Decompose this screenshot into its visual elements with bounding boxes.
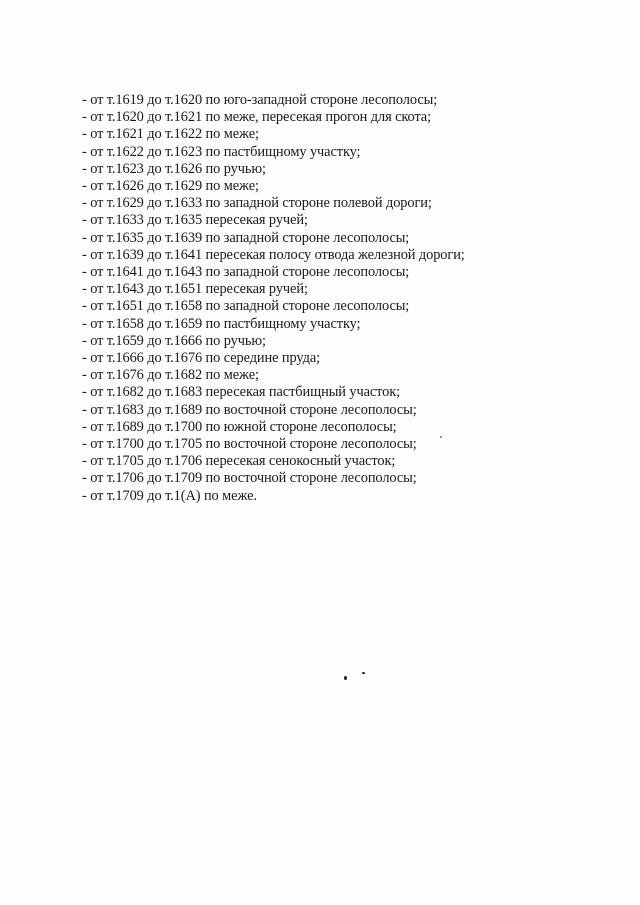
list-item: - от т.1689 до т.1700 по южной стороне лесополосы; <box>82 418 397 435</box>
list-item: - от т.1623 до т.1626 по ручью; <box>82 160 266 177</box>
list-item: - от т.1633 до т.1635 пересекая ручей; <box>82 212 308 229</box>
list-item: - от т.1629 до т.1633 по западной стороне полевой дороги; <box>82 195 432 212</box>
list-item: - от т.1639 до т.1641 пересекая полосу отвода железной дороги; <box>82 246 465 263</box>
scan-speck <box>344 676 347 680</box>
list-item: - от т.1666 до т.1676 по середине пруда; <box>82 350 321 367</box>
list-item: - от т.1700 до т.1705 по восточной стороне лесополосы; <box>82 436 417 453</box>
boundary-segment-list <box>82 92 622 505</box>
list-item: - от т.1658 до т.1659 по пастбищному участку; <box>82 315 361 332</box>
list-item: - от т.1622 до т.1623 по пастбищному участку; <box>82 143 361 160</box>
list-item: - от т.1683 до т.1689 по восточной стороне лесополосы; <box>82 401 417 418</box>
list-item: - от т.1705 до т.1706 пересекая сенокосный участок; <box>82 453 396 470</box>
list-item: - от т.1643 до т.1651 пересекая ручей; <box>82 281 308 298</box>
list-item: - от т.1626 до т.1629 по меже; <box>82 178 259 195</box>
list-item: - от т.1659 до т.1666 по ручью; <box>82 332 266 349</box>
list-item: - от т.1641 до т.1643 по западной стороне лесополосы; <box>82 264 410 281</box>
list-item: - от т.1676 до т.1682 по меже; <box>82 367 259 384</box>
list-item: - от т.1620 до т.1621 по меже, пересекая прогон для скота; <box>82 109 431 126</box>
list-item: - от т.1651 до т.1658 по западной стороне лесополосы; <box>82 298 410 315</box>
list-item: - от т.1682 до т.1683 пересекая пастбищный участок; <box>82 384 401 401</box>
list-item: - от т.1706 до т.1709 по восточной стороне лесополосы; <box>82 470 417 487</box>
list-item: - от т.1709 до т.1(А) по меже. <box>82 487 257 504</box>
scan-speck <box>362 672 365 674</box>
scan-speck <box>440 436 442 438</box>
list-item: - от т.1635 до т.1639 по западной стороне лесополосы; <box>82 229 410 246</box>
list-item: - от т.1619 до т.1620 по юго-западной стороне лесополосы; <box>82 92 438 108</box>
list-item: - от т.1621 до т.1622 по меже; <box>82 126 259 143</box>
